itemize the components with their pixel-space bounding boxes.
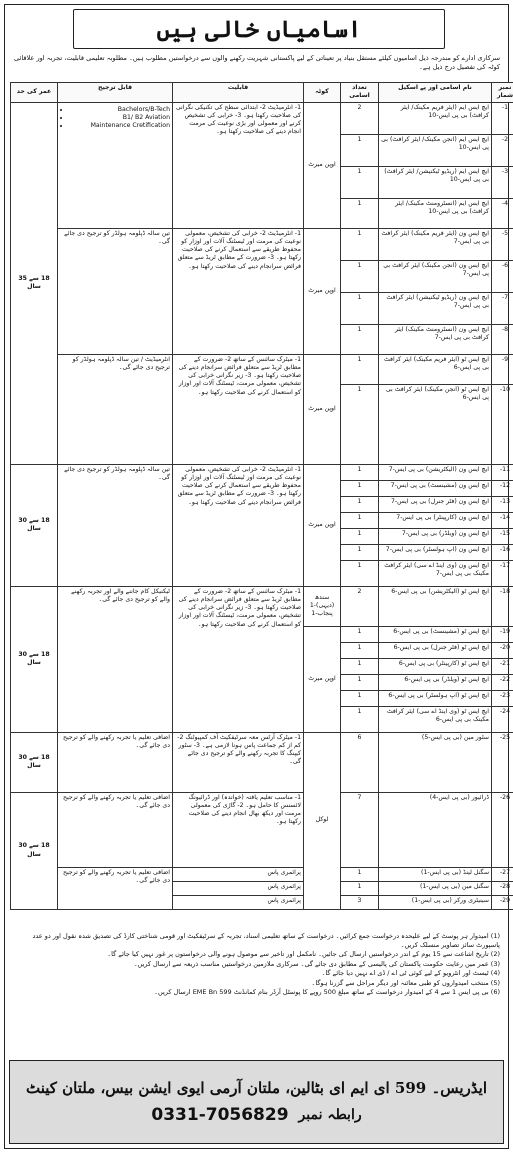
row-count: 1	[341, 512, 379, 528]
row-count: 1	[341, 198, 379, 228]
group-preference: ٹیکنیکل کام جاننے والے اور تجربہ رکھنے والے کو ترجیح دی جائے گی۔	[58, 586, 173, 732]
row-no: 2-	[492, 134, 513, 166]
row-no: 26-	[492, 792, 513, 867]
vacancy-table	[10, 82, 513, 910]
row-qualification: پرائمری پاس	[173, 895, 304, 909]
row-name: ایچ ایس ون (فٹر جنرل) بی پی ایس-7	[379, 496, 492, 512]
page-title: اسامیاں خالی ہیں	[73, 9, 445, 49]
row-count: 1	[341, 560, 379, 586]
row-count: 1	[341, 867, 379, 881]
table-row	[11, 792, 513, 867]
row-name: ایچ ایس ٹو (ایئر فریم مکینک) ایئر کرافٹ بی پی ایس-6	[379, 354, 492, 384]
table-row	[11, 732, 513, 792]
row-count: 7	[341, 792, 379, 867]
group-quota: اوپن میرٹ	[304, 626, 341, 732]
row-qualification: 1- میٹرک آرٹس معہ سرٹیفکیٹ آف کمپیوٹنگ 2- کم از کم جماعت پاس ہونا لازمی ہے۔ 3- سٹور کیپنگ کا تجربہ رکھنے والے کو ترجیح دی جائے گی۔	[173, 732, 304, 792]
row-count: 1	[341, 528, 379, 544]
row-name: ایچ ایس ٹو (ویلڈر) بی پی ایس-6	[379, 674, 492, 690]
note-item: (4) ٹیسٹ اور انٹرویو کے لیے کوئی ٹی اے / ڈی اے نہیں دیا جائے گا۔	[13, 969, 500, 978]
row-no: 3-	[492, 166, 513, 198]
row-preference: اضافی تعلیم یا تجربہ رکھنے والے کو ترجیح دی جائے گی۔	[58, 867, 173, 909]
row-name: ایچ ایس ٹو (وی اینڈ اے سی) ایئر کرافٹ مکینک بی پی ایس-6	[379, 706, 492, 732]
row-name: ایچ ایس ٹو (انجن مکینک) ایئر کرافٹ بی پی ایس-6	[379, 384, 492, 464]
row-count: 1	[341, 324, 379, 354]
row-name: ایچ ایس ایم (انسٹرومنٹ مکینک/ ایئر کرافٹ) بی پی ایس-10	[379, 198, 492, 228]
row-no: 4-	[492, 198, 513, 228]
row-no: 12-	[492, 480, 513, 496]
row-count: 1	[341, 658, 379, 674]
row-count: 6	[341, 732, 379, 792]
header-count: تعداد اسامی	[341, 83, 379, 103]
row-count: 1	[341, 354, 379, 384]
group-preference: تین سالہ ڈپلومہ ہولڈر کو ترجیح دی جائے گی۔	[58, 228, 173, 354]
row-name: ایچ ایس ٹو (اپ ہولسٹر) بی پی ایس-6	[379, 690, 492, 706]
row-name: ایچ ایس ون (ریڈیو ٹیکنیشن) ایئر کرافٹ بی پی ایس-7	[379, 292, 492, 324]
preference-item: • B1/ B2 Aviation	[70, 114, 170, 122]
group-preference: انٹرمیڈیٹ / تین سالہ ڈپلومہ ہولڈر کو ترجیح دی جائے گی۔	[58, 354, 173, 464]
row-count: 1	[341, 292, 379, 324]
note-item: (2) تاریخ اشاعت سے 15 یوم کے اندر درخواستیں ارسال کی جائیں۔ نامکمل اور تاخیر سے موصول ہونے والی درخواستوں پر غور نہیں کیا جائے گا۔	[13, 950, 500, 959]
group-preference: تین سالہ ڈپلومہ ہولڈر کو ترجیح دی جائے گی۔	[58, 464, 173, 586]
row-name: ایچ ایس ون (الیکٹریشن) بی پی ایس-7	[379, 464, 492, 480]
preference-item: • Maintenance Cretification	[70, 122, 170, 130]
row-no: 22-	[492, 674, 513, 690]
group-quota: لوکل	[304, 732, 341, 909]
header-name: نام اسامی اور پے اسکیل	[379, 83, 492, 103]
row-name: ایچ ایس ون (ویلڈر) بی پی ایس-7	[379, 528, 492, 544]
age-limit-1: 18 سے 35 سال	[11, 102, 58, 464]
group-preference-list	[58, 102, 173, 228]
row-no: 21-	[492, 658, 513, 674]
group-qualification: 1- میٹرک سائنس کے ساتھ 2- ضرورت کے مطابق ٹریڈ سے متعلق فرائض سرانجام دینے کی صلاحیت رکھتا ہو۔ 3- زیر نگرانی خرابی کی تشخیص، معمولی مرمت، ٹیسٹنگ آلات اور اوزار کو استعمال کرنے کی صلاحیت رکھتا ہو۔	[173, 354, 304, 464]
row-preference: اضافی تعلیم یا تجربہ رکھنے والے کو ترجیح دی جائے گی۔	[58, 792, 173, 867]
row-count: 1	[341, 134, 379, 166]
row-no: 8-	[492, 324, 513, 354]
row-name: ایچ ایس ون (انسٹرومنٹ مکینک) ایئر کرافٹ بی پی ایس-7	[379, 324, 492, 354]
row-no: 10-	[492, 384, 513, 464]
row-count: 1	[341, 881, 379, 895]
row-name: سٹور مین (بی پی ایس-5)	[379, 732, 492, 792]
row-no: 7-	[492, 292, 513, 324]
table-row	[11, 228, 513, 260]
row-name: سینیٹری ورکر (بی پی ایس-1)	[379, 895, 492, 909]
row-count: 1	[341, 464, 379, 480]
row-name: ایچ ایس ون (ایئر فریم مکینک) ایئر کرافٹ بی پی ایس-7	[379, 228, 492, 260]
row-no: 20-	[492, 642, 513, 658]
group-qualification: 1- میٹرک سائنس کے ساتھ 2- ضرورت کے مطابق ٹریڈ سے متعلق فرائض سرانجام دینے کی صلاحیت رکھتا ہو۔ 3- زیر نگرانی خرابی کی تشخیص، معمولی مرمت، ٹیسٹنگ آلات اور اوزار کو استعمال کرنے کی صلاحیت رکھتا ہو۔	[173, 586, 304, 732]
row-no: 9-	[492, 354, 513, 384]
row-no: 16-	[492, 544, 513, 560]
address-text: ایڈریس۔ 599 ای ایم ای بٹالین، ملتان آرمی ایوی ایشن بیس، ملتان کینٹ	[26, 1079, 487, 1097]
contact-row	[151, 1105, 361, 1125]
row-name: ایچ ایس ایم (ریڈیو ٹیکنیشن/ ایئر کرافٹ) بی پی ایس-10	[379, 166, 492, 198]
note-item: (1) امیدوار ہر پوسٹ کے لیے علیحدہ درخواست جمع کرائیں۔ درخواست کے ساتھ تعلیمی اسناد، تجربہ کے سرٹیفکیٹ اور قومی شناختی کارڈ کی تصدیق شدہ نقول اور دو عدد پاسپورٹ سائز تصاویر منسلک کریں۔	[13, 932, 500, 949]
row-no: 29-	[492, 895, 513, 909]
intro-text: سرکاری ادارے کو مندرجہ ذیل اسامیوں کیلئے مستقل بنیاد پر تعیناتی کے لیے پاکستانی شہریت رکھنے والوں سے درخواستیں مطلوب ہیں۔ مطلوبہ تعلیمی قابلیت، تجربہ اور علاقائی کوٹہ کی تفصیل درج ذیل ہے۔	[13, 54, 500, 82]
row-count: 1	[341, 706, 379, 732]
header-age: عمر کی حد	[11, 83, 58, 103]
group-quota: اوپن میرٹ	[304, 464, 341, 586]
row-no: 24-	[492, 706, 513, 732]
header-qualification: قابلیت	[173, 83, 304, 103]
row-preference: اضافی تعلیم یا تجربہ رکھنے والے کو ترجیح دی جائے گی۔	[58, 732, 173, 792]
row-qualification: پرائمری پاس	[173, 881, 304, 895]
age-limit-4: 18 سے 30 سال	[11, 732, 58, 792]
row-name: ایچ ایس ٹو (مشینسٹ) بی پی ایس-6	[379, 626, 492, 642]
row-no: 15-	[492, 528, 513, 544]
row-no: 25-	[492, 732, 513, 792]
row-count: 1	[341, 228, 379, 260]
group-quota: اوپن میرٹ	[304, 354, 341, 464]
group-quota: اوپن میرٹ	[304, 228, 341, 354]
row-name: سگنل مین (بی پی ایس-1)	[379, 881, 492, 895]
row-name: سگنل لینڈ (بی پی ایس-1)	[379, 867, 492, 881]
phone-number: 0331-7056829	[151, 1105, 288, 1125]
header-no: نمبر شمار	[492, 83, 513, 103]
row-no: 14-	[492, 512, 513, 528]
row-count: 3	[341, 895, 379, 909]
phone-label: رابطہ نمبر	[299, 1107, 362, 1123]
group-qualification: 1- انٹرمیڈیٹ 2- ابتدائی سطح کی تکنیکی نگرانی کی صلاحیت رکھتا ہو۔ 3- خرابی کی تشخیص کرنے اور معمولی اور بڑی نوعیت کی مرمت انجام دینے کی صلاحیت رکھتا ہو۔	[173, 102, 304, 228]
row-name: ایچ ایس ٹو (الیکٹریشن) بی پی ایس-6	[379, 586, 492, 626]
row-count: 1	[341, 626, 379, 642]
table-header-row	[11, 83, 513, 103]
header-quota: کوٹہ	[304, 83, 341, 103]
advertisement-page	[4, 4, 509, 1149]
preference-item: • Bachelors/B-Tech	[70, 106, 170, 114]
note-item: (6) بی پی ایس 1 سے 4 کے امیدوار درخواست کے ساتھ مبلغ 500 روپے کا پوسٹل آرڈر بنام کمانڈنٹ 599 EME Bn ارسال کریں۔	[13, 988, 500, 997]
age-limit-5: 18 سے 30 سال	[11, 792, 58, 909]
table-row	[11, 464, 513, 480]
row-name: ایچ ایس ٹو (فٹر جنرل) بی پی ایس-6	[379, 642, 492, 658]
row-qualification: پرائمری پاس	[173, 867, 304, 881]
row-count: 1	[341, 674, 379, 690]
row-no: 18-	[492, 586, 513, 626]
row-count: 1	[341, 260, 379, 292]
row-no: 1-	[492, 102, 513, 134]
age-limit-2: 18 سے 30 سال	[11, 464, 58, 586]
row-no: 19-	[492, 626, 513, 642]
row-no: 11-	[492, 464, 513, 480]
row-name: ایچ ایس ایم (ایئر فریم مکینک/ ایئر کرافٹ) بی پی ایس-10	[379, 102, 492, 134]
row-count: 1	[341, 384, 379, 464]
row-count: 2	[341, 586, 379, 626]
row-no: 5-	[492, 228, 513, 260]
row-count: 2	[341, 102, 379, 134]
row-qualification: 1- مناسب تعلیم یافتہ (خواندہ) اور ڈرائیونگ لائسنس کا حامل ہو۔ 2- گاڑی کی معمولی مرمت اور دیکھ بھال انجام دینے کی صلاحیت رکھتا ہو۔	[173, 792, 304, 867]
row-count: 1	[341, 544, 379, 560]
footer-banner	[9, 1060, 504, 1144]
note-item: (3) عمر میں رعایت حکومت پاکستان کی پالیسی کے مطابق دی جائے گی۔ سرکاری ملازمین درخواستیں مناسب ذریعہ سے ارسال کریں۔	[13, 960, 500, 969]
table-row	[11, 354, 513, 384]
header-preference: قابل ترجیح	[58, 83, 173, 103]
row-count: 1	[341, 166, 379, 198]
table-row	[11, 867, 513, 881]
group-qualification: 1- انٹرمیڈیٹ 2- خرابی کی تشخیص، معمولی نوعیت کی مرمت اور ٹیسٹنگ آلات اور اوزار کو محفوظ طریقے سے استعمال کرنے کی صلاحیت رکھتا ہو۔ 3- ضرورت کے مطابق ٹریڈ سے متعلق فرائض سرانجام دینے کی صلاحیت رکھتا ہو۔	[173, 228, 304, 354]
row-name: ایچ ایس ون (انجن مکینک) ایئر کرافٹ بی پی ایس-7	[379, 260, 492, 292]
notes-section	[13, 932, 500, 998]
row-name: ایچ ایس ون (وی اینڈ اے سی) ایئر کرافٹ مکینک بی پی ایس-7	[379, 560, 492, 586]
row-count: 1	[341, 496, 379, 512]
table-row	[11, 102, 513, 134]
group-qualification: 1- انٹرمیڈیٹ 2- خرابی کی تشخیص، معمولی نوعیت کی مرمت اور ٹیسٹنگ آلات اور اوزار کو محفوظ طریقے سے استعمال کرنے کی صلاحیت رکھتا ہو۔ 3- ضرورت کے مطابق ٹریڈ سے متعلق فرائض سرانجام دینے کی صلاحیت رکھتا ہو۔	[173, 464, 304, 586]
row-count: 1	[341, 690, 379, 706]
row-no: 13-	[492, 496, 513, 512]
age-limit-3: 18 سے 30 سال	[11, 586, 58, 732]
row-quota: سندھ (دیہی)-1 پنجاب-1	[304, 586, 341, 626]
row-no: 17-	[492, 560, 513, 586]
row-no: 28-	[492, 881, 513, 895]
row-no: 23-	[492, 690, 513, 706]
note-item: (5) منتخب امیدواروں کو طبی معائنہ اور دیگر مراحل سے گزرنا ہوگا۔	[13, 979, 500, 988]
row-name: ایچ ایس ون (اپ ہولسٹر) بی پی ایس-7	[379, 544, 492, 560]
table-row	[11, 586, 513, 626]
row-name: ایچ ایس ایم (انجن مکینک/ ایئر کرافٹ) بی پی ایس-10	[379, 134, 492, 166]
row-no: 6-	[492, 260, 513, 292]
row-name: ایچ ایس ٹو (کارپینٹر) بی پی ایس-6	[379, 658, 492, 674]
row-no: 27-	[492, 867, 513, 881]
row-count: 1	[341, 642, 379, 658]
group-quota: اوپن میرٹ	[304, 102, 341, 228]
row-count: 1	[341, 480, 379, 496]
row-name: ایچ ایس ون (مشینسٹ) بی پی ایس-7	[379, 480, 492, 496]
row-name: ڈرائیور (بی پی ایس-4)	[379, 792, 492, 867]
row-name: ایچ ایس ون (کارپینٹر) بی پی ایس-7	[379, 512, 492, 528]
